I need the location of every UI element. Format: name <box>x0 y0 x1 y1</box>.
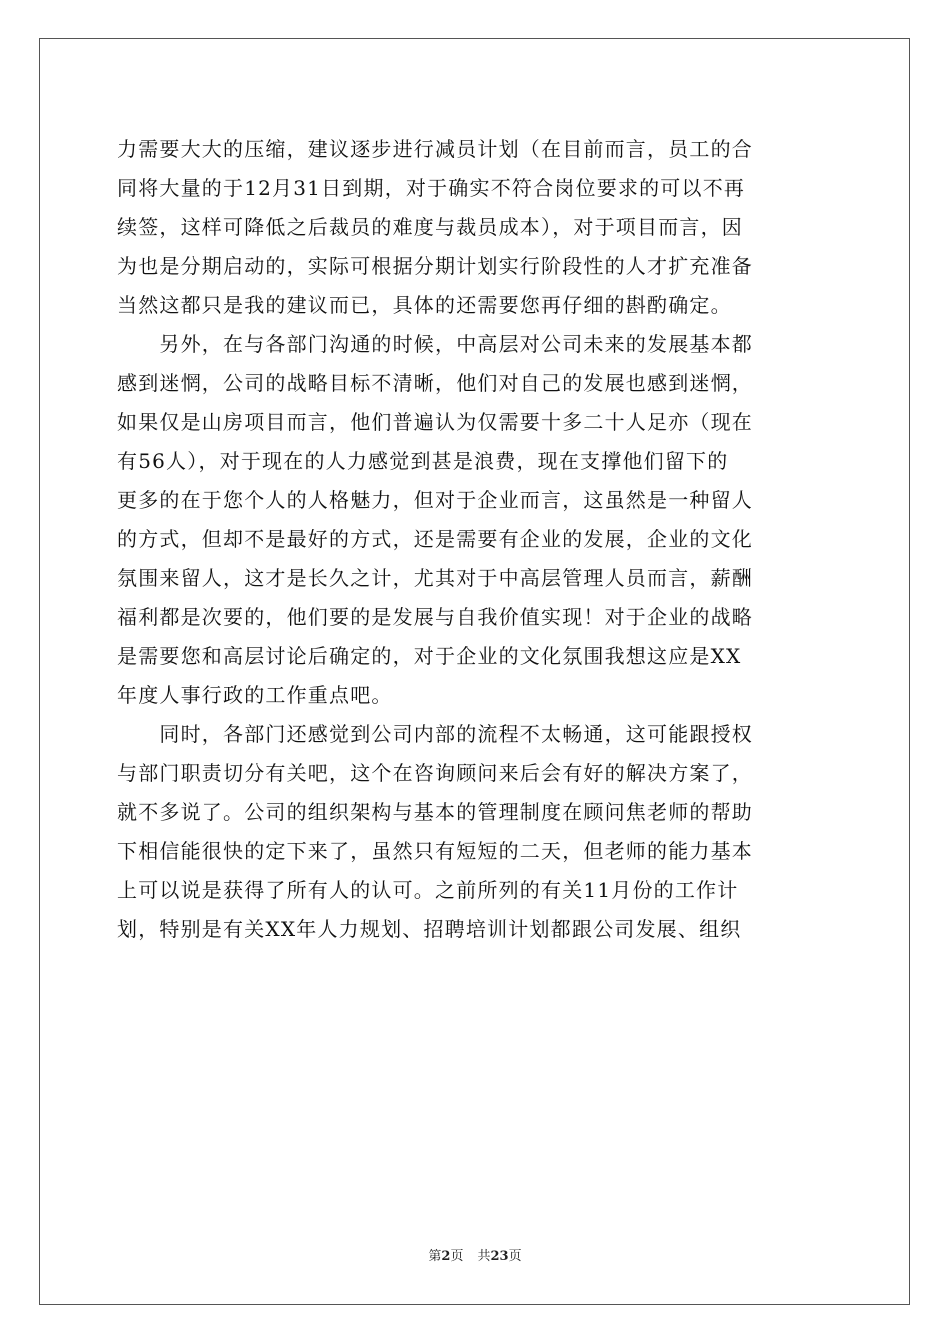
text-line: 另外，在与各部门沟通的时候，中高层对公司未来的发展基本都 <box>117 332 753 356</box>
page-number: 2 <box>441 1249 451 1264</box>
text-line: 同将大量的于12月31日到期，对于确实不符合岗位要求的可以不再 <box>117 176 746 200</box>
text-line: 更多的在于您个人的人格魅力，但对于企业而言，这虽然是一种留人 <box>117 488 753 512</box>
text-line: 为也是分期启动的，实际可根据分期计划实行阶段性的人才扩充准备 <box>117 254 753 278</box>
page-prefix: 第 <box>428 1249 442 1264</box>
text-line: 福利都是次要的，他们要的是发展与自我价值实现！对于企业的战略 <box>117 605 753 629</box>
text-line: 的方式，但却不是最好的方式，还是需要有企业的发展，企业的文化 <box>117 527 753 551</box>
text-line: 下相信能很快的定下来了，虽然只有短短的二天，但老师的能力基本 <box>117 839 753 863</box>
text-line: 同时，各部门还感觉到公司内部的流程不太畅通，这可能跟授权 <box>117 722 753 746</box>
text-line: 力需要大大的压缩，建议逐步进行减员计划（在目前而言，员工的合 <box>117 137 753 161</box>
text-line: 就不多说了。公司的组织架构与基本的管理制度在顾问焦老师的帮助 <box>117 800 753 824</box>
text-line: 年度人事行政的工作重点吧。 <box>117 683 393 707</box>
total-prefix: 共 <box>477 1249 491 1264</box>
text-line: 氛围来留人，这才是长久之计，尤其对于中高层管理人员而言，薪酬 <box>117 566 753 590</box>
page-footer <box>0 1245 950 1264</box>
text-line: 感到迷惘，公司的战略目标不清晰，他们对自己的发展也感到迷惘， <box>117 371 753 395</box>
text-line: 划，特别是有关XX年人力规划、招聘培训计划都跟公司发展、组织 <box>117 917 742 941</box>
text-line: 有56人），对于现在的人力感觉到甚是浪费，现在支撑他们留下的 <box>117 449 729 473</box>
body-text <box>117 130 832 949</box>
text-line: 如果仅是山房项目而言，他们普遍认为仅需要十多二十人足亦（现在 <box>117 410 753 434</box>
total-pages: 23 <box>490 1249 509 1264</box>
total-suffix: 页 <box>508 1249 522 1264</box>
text-line: 当然这都只是我的建议而已，具体的还需要您再仔细的斟酌确定。 <box>117 293 732 317</box>
text-line: 是需要您和高层讨论后确定的，对于企业的文化氛围我想这应是XX <box>117 644 742 668</box>
page-suffix: 页 <box>450 1249 464 1264</box>
text-line: 续签，这样可降低之后裁员的难度与裁员成本），对于项目而言，因 <box>117 215 743 239</box>
text-line: 上可以说是获得了所有人的认可。之前所列的有关11月份的工作计 <box>117 878 739 902</box>
text-line: 与部门职责切分有关吧，这个在咨询顾问来后会有好的解决方案了， <box>117 761 753 785</box>
